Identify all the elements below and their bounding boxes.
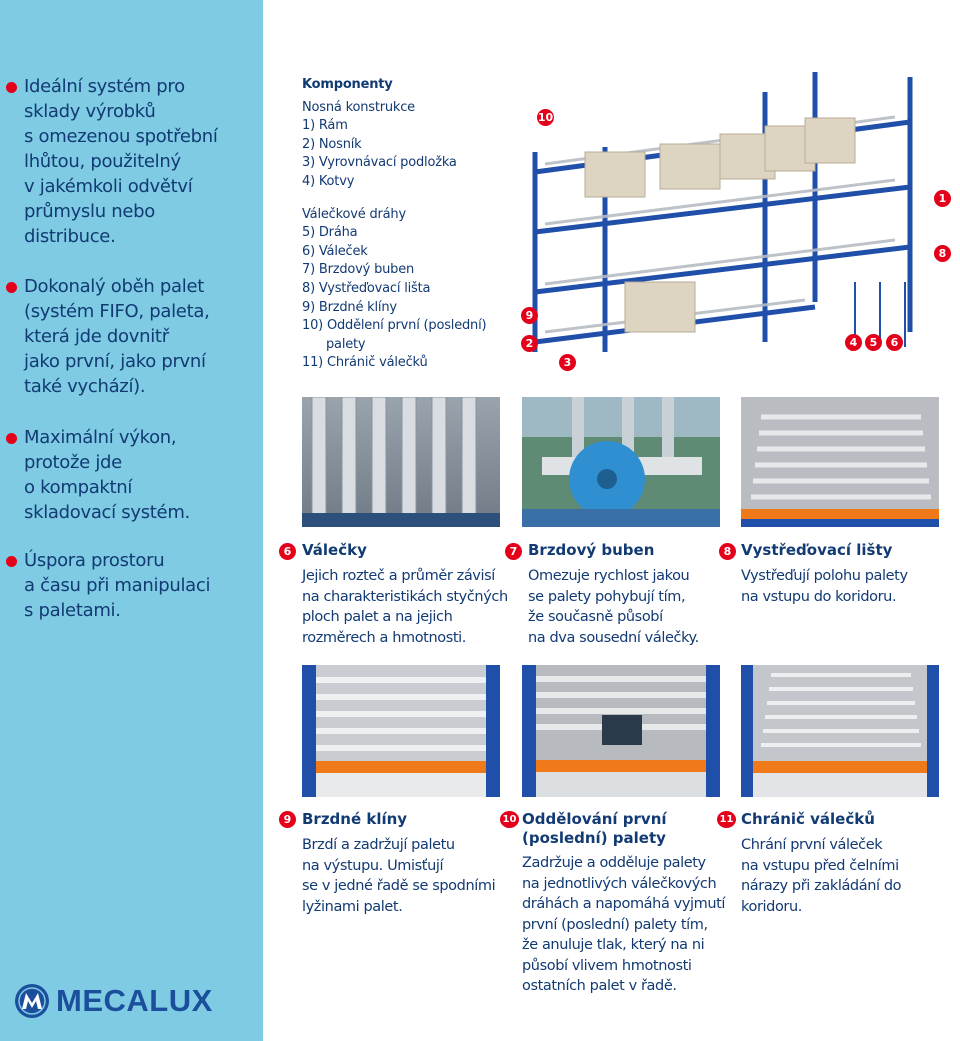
bullet-dot bbox=[6, 282, 17, 293]
feature-number: 10 bbox=[500, 811, 519, 828]
component-item: 8) Vystřeďovací lišta bbox=[302, 280, 431, 296]
photo-brake-drum bbox=[522, 397, 720, 527]
group2-title: Válečkové dráhy bbox=[302, 206, 406, 222]
bullet-dot bbox=[6, 433, 17, 444]
components-title: Komponenty bbox=[302, 77, 393, 92]
diagram-marker-2: 2 bbox=[521, 335, 538, 352]
feature-number: 7 bbox=[505, 543, 522, 560]
photo-centering-rails bbox=[741, 397, 939, 527]
bullet-ideal-system: Ideální systém pro sklady výrobků s omezenou spotřební lhůtou, použitelný v jakémkoli odvětví průmyslu nebo distribuce. bbox=[24, 74, 254, 249]
component-item: 1) Rám bbox=[302, 118, 348, 134]
component-item: 5) Dráha bbox=[302, 225, 358, 241]
photo-brake-wedges bbox=[302, 665, 500, 797]
diagram-marker-8: 8 bbox=[934, 245, 951, 262]
sidebar bbox=[0, 0, 263, 1041]
bullet-dot bbox=[6, 82, 17, 93]
component-item: palety bbox=[326, 336, 366, 352]
bullet-space-saving: Úspora prostoru a času při manipulaci s paletami. bbox=[24, 548, 254, 623]
component-item: 6) Váleček bbox=[302, 243, 368, 259]
diagram-marker-5: 5 bbox=[865, 334, 882, 351]
feature-number: 6 bbox=[279, 543, 296, 560]
feature-body: Vystřeďují polohu palety na vstupu do koridoru. bbox=[741, 568, 908, 605]
component-item: 7) Brzdový buben bbox=[302, 262, 415, 278]
mecalux-logo-text: MECALUX bbox=[56, 983, 213, 1018]
photo-rollers bbox=[302, 397, 500, 527]
diagram-marker-6: 6 bbox=[886, 334, 903, 351]
feature-number: 8 bbox=[719, 543, 736, 560]
rack-diagram bbox=[515, 52, 935, 377]
feature-number: 11 bbox=[717, 811, 736, 828]
photo-roller-guard bbox=[741, 665, 939, 797]
component-item: 9) Brzdné klíny bbox=[302, 299, 397, 315]
component-item: 3) Vyrovnávací podložka bbox=[302, 155, 457, 171]
feature-body: Chrání první váleček na vstupu před čelními nárazy při zakládání do koridoru. bbox=[741, 837, 902, 915]
diagram-marker-4: 4 bbox=[845, 334, 862, 351]
mecalux-logo-icon bbox=[14, 983, 50, 1019]
feature-body: Zadržuje a odděluje palety na jednotlivých válečkových dráhách a napomáhá vyjmutí první (poslední) palety tím, že anuluje tlak, který na ni působí vlivem hmotnosti ostatních palet v řadě. bbox=[522, 855, 726, 994]
component-item: 2) Nosník bbox=[302, 136, 362, 152]
diagram-marker-1: 1 bbox=[934, 190, 951, 207]
feature-body: Jejich rozteč a průměr závisí na charakteristikách styčných ploch palet a na jejich rozměrech a hmotnosti. bbox=[302, 568, 508, 646]
feature-title: Válečky bbox=[302, 541, 367, 559]
bullet-dot bbox=[6, 556, 17, 567]
component-item: 10) Oddělení první (poslední) bbox=[302, 318, 487, 334]
component-item: 11) Chránič válečků bbox=[302, 355, 428, 371]
component-item: 4) Kotvy bbox=[302, 173, 355, 189]
bullet-fifo: Dokonalý oběh palet (systém FIFO, paleta, která jde dovnitř jako první, jako první také vychází). bbox=[24, 274, 254, 399]
diagram-marker-3: 3 bbox=[559, 354, 576, 371]
mecalux-logo bbox=[14, 983, 213, 1019]
feature-title: Oddělování první (poslední) palety bbox=[522, 810, 667, 847]
feature-title: Brzdový buben bbox=[528, 541, 655, 559]
diagram-marker-9: 9 bbox=[521, 307, 538, 324]
feature-title: Vystřeďovací lišty bbox=[741, 541, 893, 559]
components-list bbox=[302, 76, 517, 373]
group1-title: Nosná konstrukce bbox=[302, 99, 415, 115]
feature-number: 9 bbox=[279, 811, 296, 828]
diagram-marker-10: 10 bbox=[537, 111, 554, 124]
feature-body: Brzdí a zadržují paletu na výstupu. Umisťují se v jedné řadě se spodními lyžinami palet. bbox=[302, 837, 496, 915]
photo-pallet-separator bbox=[522, 665, 720, 797]
bullet-max-performance: Maximální výkon, protože jde o kompaktní skladovací systém. bbox=[24, 425, 254, 525]
feature-body: Omezuje rychlost jakou se palety pohybují tím, že současně působí na dva sousední válečky. bbox=[528, 568, 699, 646]
feature-title: Chránič válečků bbox=[741, 810, 875, 828]
feature-title: Brzdné klíny bbox=[302, 810, 408, 828]
